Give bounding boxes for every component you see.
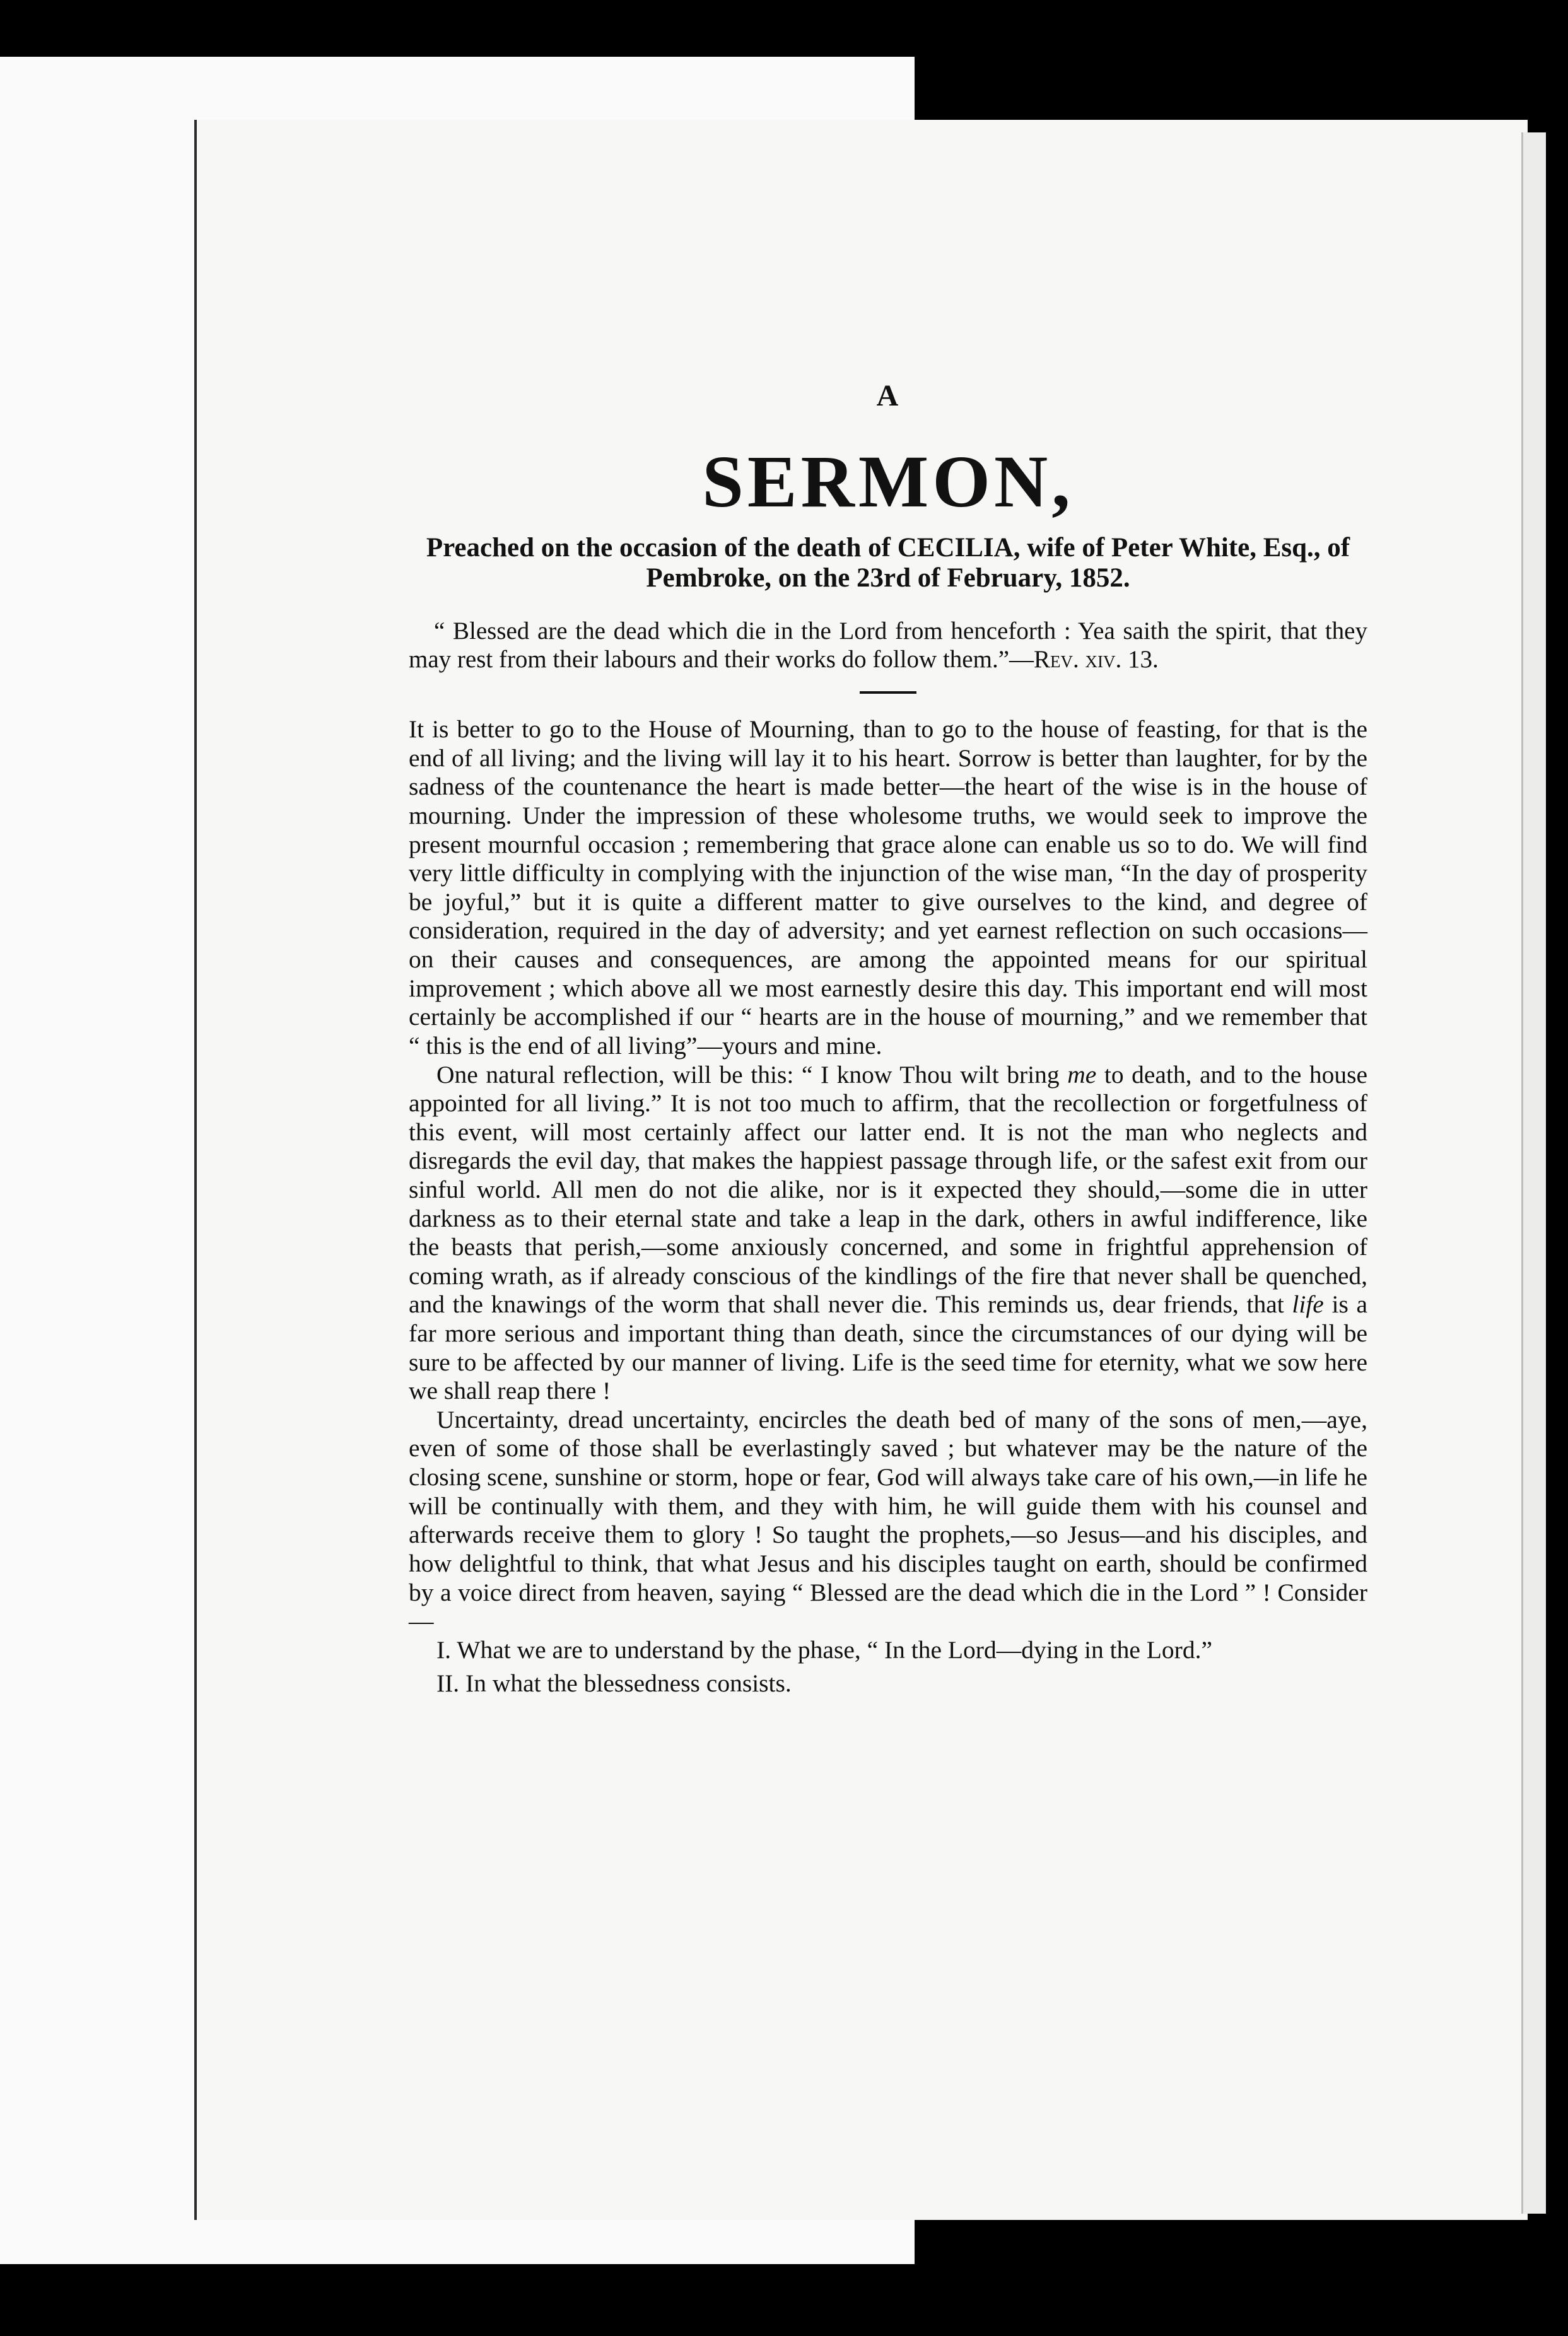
sermon-head-2: II. In what the blessedness consists. <box>436 1669 792 1698</box>
paragraph-1: It is better to go to the House of Mourning, than to go to the house of feasting, for that is the end of all living; and the living will lay it to his heart. Sorrow is better than laughter, for by the sadness of the countenance the heart is made better—the heart of the wise is in the house of mourning. Under the impression of these wholesome truths, we would seek to improve the present mournful occasion ; remembering that grace alone can enable us so to do. We will find very little difficulty in complying with the injunction of the wise man, “In the day of prosperity be joyful,” but it is quite a different matter to give ourselves to the kind, and degree of consideration, required in the day of adversity; and yet earnest reflection on such occasions—on their causes and consequences, are among the appointed means for our spiritual improvement ; which above all we most earnestly desire this day. This important end will most certainly be accomplished if our “ hearts are in the house of mourning,” and we remember that “ this is the end of all living”—yours and mine. <box>409 715 1367 1060</box>
epigraph-text: “ Blessed are the dead which die in the Lord from henceforth : Yea saith the spirit, that they may rest from their labours and their works do follow them.”— <box>409 617 1367 673</box>
page-gutter <box>194 120 197 2220</box>
paragraph-2-part-c: is a far more serious and important thing than death, since the circumstances of our dying will be sure to be affected by our manner of living. Life is the seed time for eternity, what we sow here we shall reap there ! <box>409 1290 1367 1405</box>
sermon-heads <box>409 1636 1367 1698</box>
divider <box>860 691 916 694</box>
page-title: SERMON, <box>702 440 1074 523</box>
epigraph-reference: Rev. xiv. 13. <box>1034 645 1159 673</box>
heading-article: A <box>876 379 900 412</box>
sermon-head-1: I. What we are to understand by the phase, “ In the Lord—dying in the Lord.” <box>436 1635 1212 1664</box>
paragraph-2-part-a: One natural reflection, will be this: “ I know Thou wilt bring <box>436 1060 1068 1089</box>
page-edge <box>1521 132 1546 2214</box>
paragraph-2-emphasis-life: life <box>1292 1290 1324 1319</box>
paragraph-2-part-b: to death, and to the house appointed for all living.” It is not too much to affirm, that the recollection or forgetfulness of this event, will most certainly affect our latter end. It is not the man who neglects and disregards the evil day, that makes the happiest passage through life, or the safest exit from our sinful world. All men do not die alike, nor is it expected they should,—some die in utter darkness as to their eternal state and take a leap in the dark, others in awful indifference, like the beasts that perish,—some anxiously concerned, and some in frightful apprehension of coming wrath, as if already conscious of the kindlings of the fire that never shall be quenched, and the knawings of the worm that shall never die. This reminds us, dear friends, that <box>409 1060 1367 1319</box>
paragraph-2 <box>409 1061 1367 1406</box>
epigraph <box>409 617 1367 674</box>
sermon-text <box>409 378 1367 1703</box>
paragraph-2-emphasis-me: me <box>1067 1060 1097 1089</box>
page-subtitle: Preached on the occasion of the death of CECILIA, wife of Peter White, Esq., of Pembroke, on the 23rd of February, 1852. <box>426 533 1350 593</box>
paragraph-3: Uncertainty, dread uncertainty, encircles the death bed of many of the sons of men,—aye, even of some of those shall be everlastingly saved ; but whatever may be the nature of the closing scene, sunshine or storm, hope or fear, God will always take care of his own,—in life he will be continually with them, and they with him, he will guide them with his counsel and afterwards receive them to glory ! So taught the prophets,—so Jesus—and his disciples, and how delightful to think, that what Jesus and his disciples taught on earth, should be confirmed by a voice direct from heaven, saying “ Blessed are the dead which die in the Lord ” ! Consider— <box>409 1405 1367 1635</box>
